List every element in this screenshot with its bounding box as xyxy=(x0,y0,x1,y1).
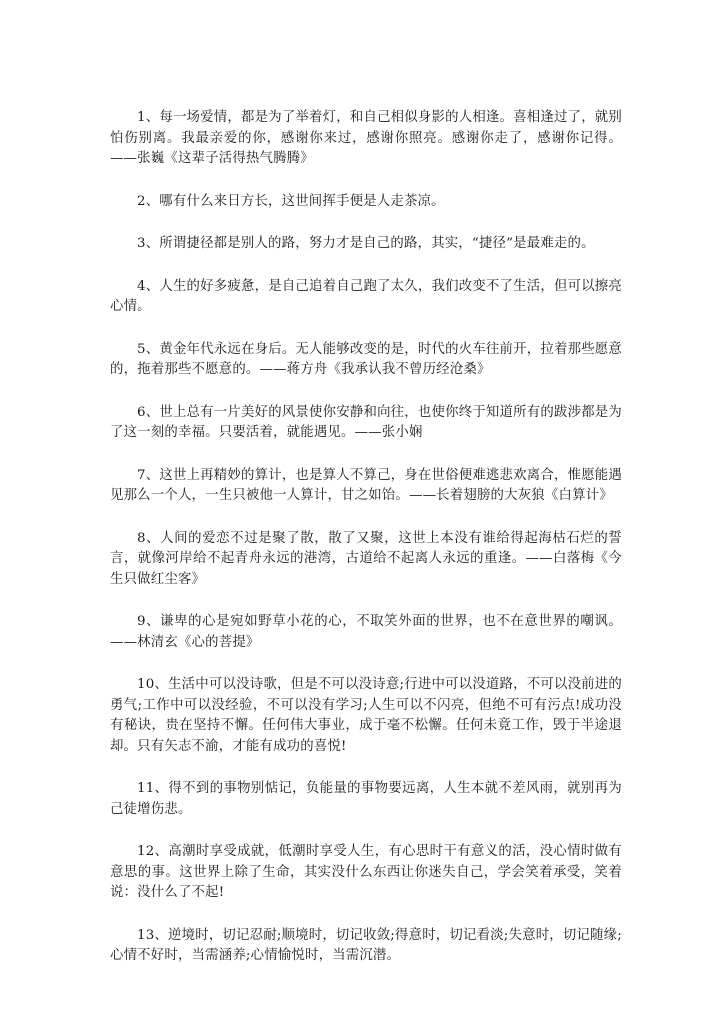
quote-paragraph-13: 13、逆境时，切记忍耐;顺境时，切记收敛;得意时，切记看淡;失意时，切记随缘;心情不好时，当需涵养;心情愉悦时，当需沉潜。 xyxy=(110,927,622,963)
quote-paragraph-9: 9、谦卑的心是宛如野草小花的心，不取笑外面的世界，也不在意世界的嘲讽。——林清玄《心的菩提》 xyxy=(110,614,622,650)
quote-paragraph-8: 8、人间的爱恋不过是聚了散，散了又聚，这世上本没有谁给得起海枯石烂的誓言，就像河岸给不起青舟永远的港湾，古道给不起离人永远的重逢。——白落梅《今生只做红尘客》 xyxy=(110,530,622,587)
quote-paragraph-5: 5、黄金年代永远在身后。无人能够改变的是，时代的火车往前开，拉着那些愿意的，拖着那些不愿意的。——蒋方舟《我承认我不曾历经沧桑》 xyxy=(110,341,622,377)
quote-paragraph-4: 4、人生的好多疲惫，是自己追着自己跑了太久，我们改变不了生活，但可以擦亮心情。 xyxy=(110,278,622,314)
document-body xyxy=(110,108,622,989)
quote-paragraph-3: 3、所谓捷径都是别人的路，努力才是自己的路，其实，“捷径”是最难走的。 xyxy=(137,236,595,251)
quote-paragraph-10: 10、生活中可以没诗歌，但是不可以没诗意;行进中可以没道路，不可以没前进的勇气;工作中可以没经验，不可以没有学习;人生可以不闪亮，但绝不可有污点!成功没有秘诀，贵在坚持不懈。任何伟大事业，成于毫不松懈。任何未竟工作，毁于半途退却。只有矢志不渝，才能有成功的喜悦! xyxy=(110,677,622,754)
quote-paragraph-6: 6、世上总有一片美好的风景使你安静和向往，也使你终于知道所有的跋涉都是为了这一刻的幸福。只要活着，就能遇见。——张小娴 xyxy=(110,404,622,440)
quote-paragraph-2: 2、哪有什么来日方长，这世间挥手便是人走茶凉。 xyxy=(137,193,445,209)
quote-paragraph-1: 1、每一场爱情，都是为了举着灯，和自己相似身影的人相逢。喜相逢过了，就别怕伤别离。我最亲爱的你，感谢你来过，感谢你照亮。感谢你走了，感谢你记得。——张巍《这辈子活得热气腾腾》 xyxy=(110,110,622,166)
quote-paragraph-7: 7、这世上再精妙的算计，也是算人不算己，身在世俗便难逃悲欢离合，惟愿能遇见那么一个人，一生只被他一人算计，甘之如饴。——长着翅膀的大灰狼《白算计》 xyxy=(110,467,622,503)
quote-paragraph-11: 11、得不到的事物别惦记，负能量的事物要远离，人生本就不差风雨，就别再为己徒增伤悲。 xyxy=(110,781,622,817)
quote-paragraph-12: 12、高潮时享受成就，低潮时享受人生，有心思时干有意义的活，没心情时做有意思的事。这世界上除了生命，其实没什么东西让你迷失自己，学会笑着承受，笑着说：没什么了不起! xyxy=(110,844,622,900)
